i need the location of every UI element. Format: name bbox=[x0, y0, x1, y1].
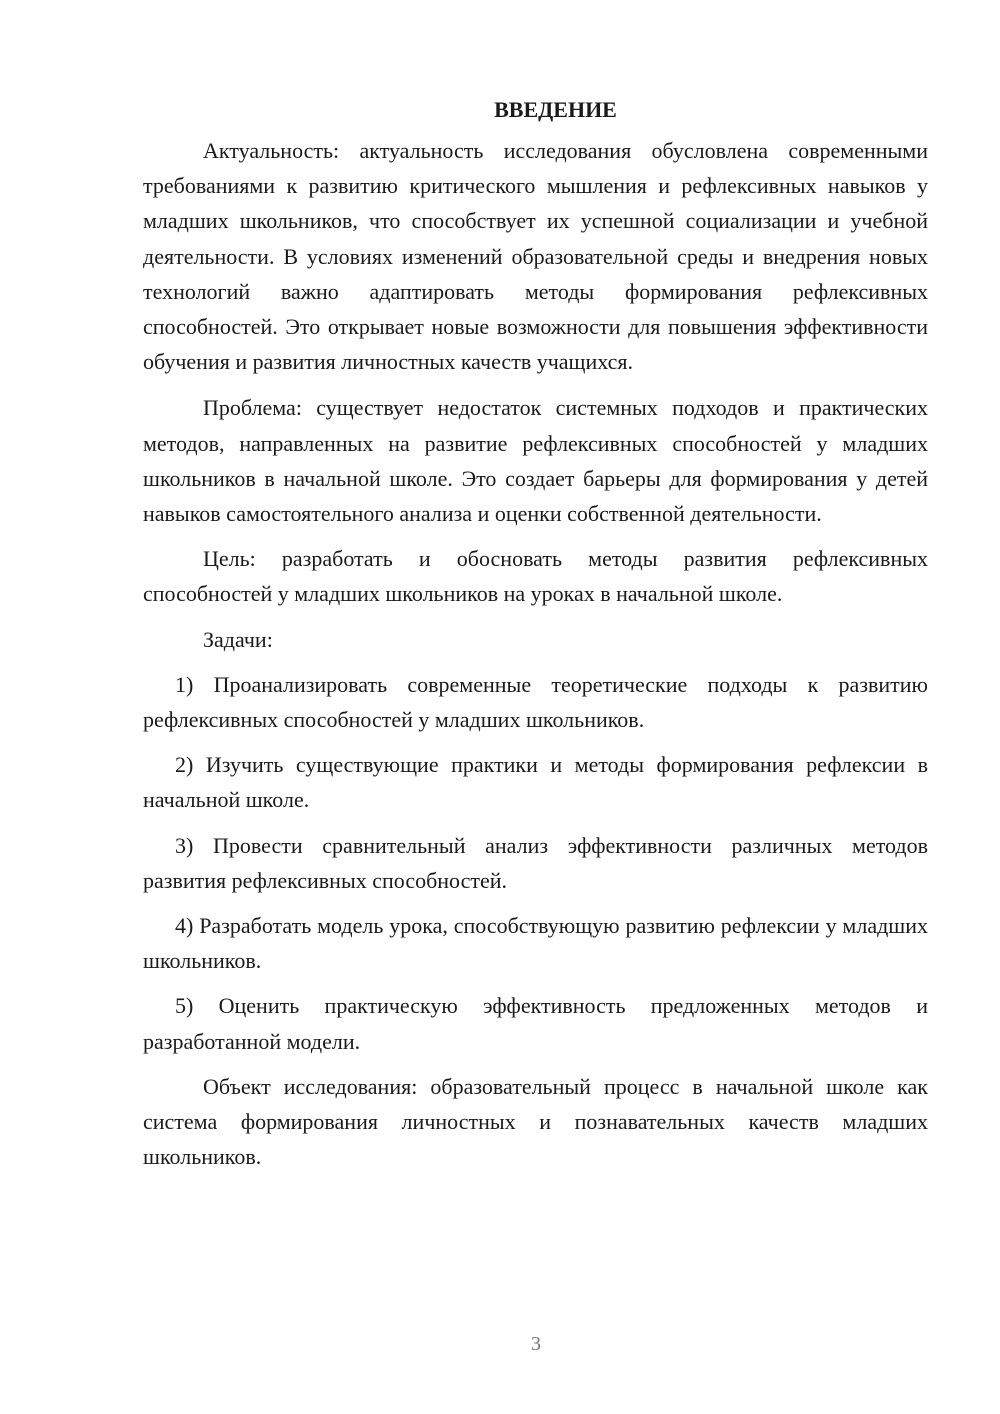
page-content bbox=[143, 95, 928, 1184]
task-item-5: 5) Оценить практическую эффективность предложенных методов и разработанной модели. bbox=[143, 993, 928, 1054]
relevance-paragraph: Актуальность: актуальность исследования обусловлена современными требованиями к развитию критического мышления и рефлексивных навыков у младших школьников, что способствует их успешной социализации и учебной деятельности. В условиях изменений образовательной среды и внедрения новых технологий важно адаптировать методы формирования рефлексивных способностей. Это открывает новые возможности для повышения эффективности обучения и развития личностных качеств учащихся. bbox=[143, 138, 928, 375]
task-item-3: 3) Провести сравнительный анализ эффективности различных методов развития рефлексивных способностей. bbox=[143, 832, 928, 893]
task-item-2: 2) Изучить существующие практики и методы формирования рефлексии в начальной школе. bbox=[143, 752, 928, 813]
problem-paragraph: Проблема: существует недостаток системных подходов и практических методов, направленных на развитие рефлексивных способностей у младших школьников в начальной школе. Это создает барьеры для формирования у детей навыков самостоятельного анализа и оценки собственной деятельности. bbox=[143, 395, 928, 527]
task-item-4: 4) Разработать модель урока, способствующую развитию рефлексии у младших школьников. bbox=[143, 913, 928, 974]
page-number: 3 bbox=[531, 1333, 541, 1355]
section-heading: ВВЕДЕНИЕ bbox=[494, 97, 617, 122]
goal-paragraph: Цель: разработать и обосновать методы развития рефлексивных способностей у младших школьников на уроках в начальной школе. bbox=[143, 546, 928, 607]
task-item-1: 1) Проанализировать современные теоретические подходы к развитию рефлексивных способностей у младших школьников. bbox=[143, 671, 928, 733]
tasks-label: Задачи: bbox=[203, 626, 273, 652]
object-paragraph: Объект исследования: образовательный процесс в начальной школе как система формирования личностных и познавательных качеств младших школьников. bbox=[143, 1073, 928, 1170]
